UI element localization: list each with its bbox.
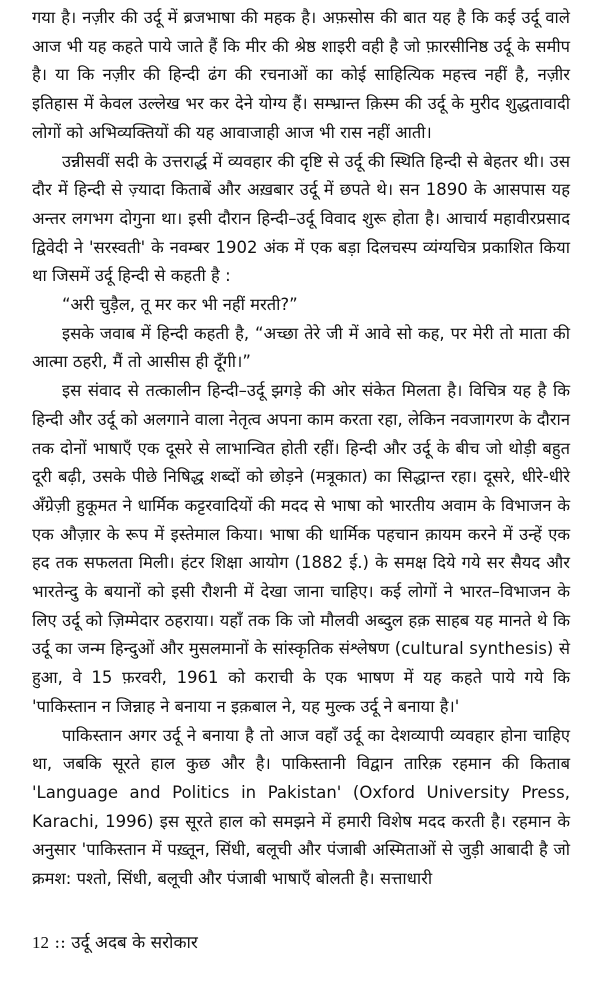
paragraph-hindi-urdu-dispute: इस संवाद से तत्कालीन हिन्दी–उर्दू झगड़े की ओर संकेत मिलता है। विचित्र यह है कि हिन्दी और उर्दू को अलगाने वाला नेतृत्व अपना काम करता रहा, लेकिन नवजागरण के दौरान तक दोनों भाषाएँ एक दूसरे से लाभान्वित होती रहीं। हिन्दी और उर्दू के बीच जो थोड़ी बहुत दूरी बढ़ी, उसके पीछे निषिद्ध शब्दों को छोड़ने (मत्रूकात) का सिद्धान्त रहा। दूसरे, धीरे-धीरे अँग्रेज़ी हुकूमत ने धार्मिक कट्टरवादियों की मदद से भाषा को भारतीय अवाम के विभाजन के एक औज़ार के रूप में इस्तेमाल किया। भाषा की धार्मिक पहचान क़ायम करने में उन्हें एक हद तक सफलता मिली। हंटर शिक्षा आयोग (1882 ई.) के समक्ष दिये गये सर सैयद और भारतेन्दु के बयानों को इसी रौशनी में देखा जाना चाहिए। कई लोगों ने भारत–विभाजन के लिए उर्दू को ज़िम्मेदार ठहराया। यहाँ तक कि जो मौलवी अब्दुल हक़ साहब यह मानते थे कि उर्दू का जन्म हिन्दुओं और मुसलमानों के सांस्कृतिक संश्लेषण (cultural synthesis) से हुआ, वे 15 फ़रवरी, 1961 को कराची के एक भाषण में यह कहते पाये गये कि 'पाकिस्तान न जिन्नाह ने बनाया न इक़बाल ने, यह मुल्क उर्दू ने बनाया है।' <box>32 381 570 716</box>
page-number: 12 <box>32 933 49 952</box>
paragraph-continuation: गया है। नज़ीर की उर्दू में ब्रजभाषा की महक है। अफ़सोस की बात यह है कि कई उर्दू वाले आज भी यह कहते पाये जाते हैं कि मीर की श्रेष्ठ शाइरी वही है जो फ़ारसीनिष्ठ उर्दू के समीप है। या कि नज़ीर की हिन्दी ढंग की रचनाओं का कोई साहित्यिक महत्त्व नहीं है, नज़ीर इतिहास में केवल उल्लेख भर कर देने योग्य हैं। सम्भ्रान्त क़िस्म की उर्दू के मुरीद शुद्धतावादी लोगों को अभिव्यक्तियों की यह आवाजाही आज भी रास नहीं आती। <box>32 8 570 142</box>
page-footer <box>32 928 198 959</box>
quote-urdu: “अरी चुड़ैल, तू मर कर भी नहीं मरती?” <box>62 295 298 315</box>
paragraph-pakistan: पाकिस्तान अगर उर्दू ने बनाया है तो आज वहाँ उर्दू का देशव्यापी व्यवहार होना चाहिए था, जबकि सूरते हाल कुछ और है। पाकिस्तानी विद्वान तारिक़ रहमान की किताब 'Language and Politics in Pakistan' (Oxford University Press, Karachi, 1996) इस सूरते हाल को समझने में हमारी विशेष मदद करती है। रहमान के अनुसार 'पाकिस्तान में पख़्तून, सिंधी, बलूची और पंजाबी अस्मिताओं से जुड़ी आबादी है जो क्रमश: पश्तो, सिंधी, बलूची और पंजाबी भाषाएँ बोलती है। सत्ताधारी <box>32 725 570 889</box>
paragraph-urdu-status: उन्नीसवीं सदी के उत्तरार्द्ध में व्यवहार की दृष्टि से उर्दू की स्थिति हिन्दी से बेहतर थी। उस दौर में हिन्दी से ज़्यादा किताबें और अख़बार उर्दू में छपते थे। सन 1890 के आसपास यह अन्तर लगभग दोगुना था। इसी दौरान हिन्दी–उर्दू विवाद शुरू होता है। आचार्य महावीरप्रसाद द्विवेदी ने 'सरस्वती' के नवम्बर 1902 अंक में एक बड़ा दिलचस्प व्यंग्यचित्र प्रकाशित किया था जिसमें उर्दू हिन्दी से कहती है : <box>32 151 570 286</box>
quote-hindi-reply: इसके जवाब में हिन्दी कहती है, “अच्छा तेरे जी में आवे सो कह, पर मेरी तो माता की आत्मा ठहरी, मैं तो आसीस ही दूँगी।” <box>32 323 570 372</box>
running-title: उर्दू अदब के सरोकार <box>71 933 198 953</box>
footer-separator: :: <box>54 933 66 953</box>
page-body <box>32 4 570 894</box>
